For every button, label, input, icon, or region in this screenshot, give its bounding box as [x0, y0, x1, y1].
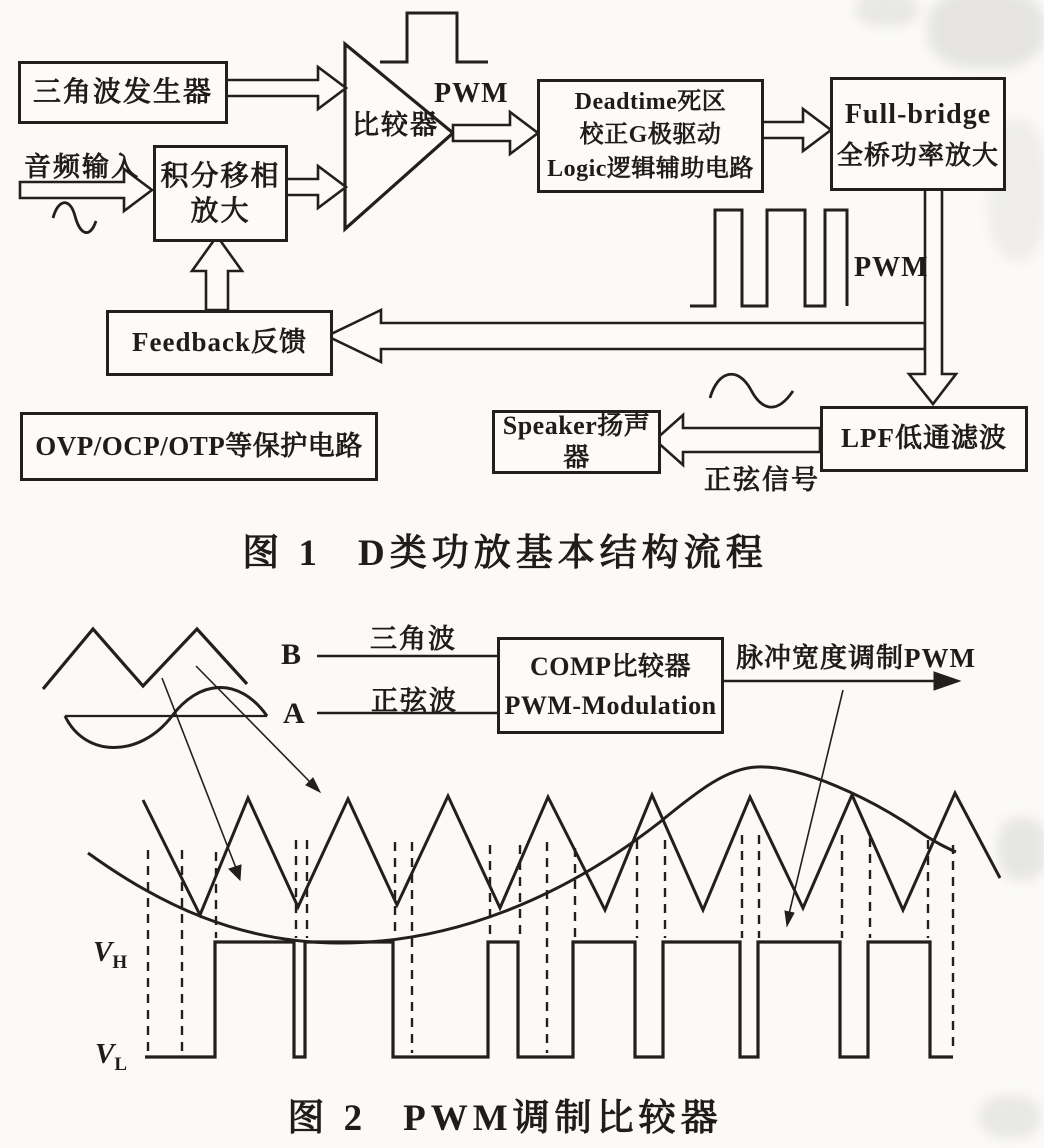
pwm-output-label: 脉冲宽度调制PWM [736, 643, 976, 673]
sketch-triangle-wave [43, 629, 247, 689]
pwm-output-wave [145, 942, 953, 1057]
vh-symbol: V [93, 936, 113, 968]
figure2-caption [0, 1087, 1010, 1141]
deadtime-to-fullbridge-arrow [758, 109, 831, 151]
sine-signal-label: 正弦信号 [704, 465, 820, 495]
vl-level-label [95, 1038, 127, 1076]
port-a-label: A [283, 697, 307, 730]
carrier-triangle-wave [143, 793, 1000, 915]
deadtime-label-line1: Deadtime死区 [574, 88, 727, 115]
annotation-arrowhead-pwm [785, 911, 794, 926]
vh-subscript: H [112, 951, 128, 973]
feedback-label: Feedback反馈 [132, 327, 307, 358]
integrator-to-comparator-arrow [282, 166, 346, 208]
speaker-label: Speaker扬声器 [502, 410, 651, 472]
figure2-caption-number: 图 2 [287, 1098, 368, 1139]
feedback-box [106, 310, 333, 376]
annotation-arrow-sine [162, 678, 236, 868]
protection-box [20, 412, 378, 481]
port-b-label: B [281, 638, 304, 671]
pwm-pulse-train [690, 210, 847, 306]
triangle-generator-label: 三角波发生器 [32, 77, 213, 108]
pulse-glyph [380, 13, 488, 62]
pwm-comparator-label: PWM [434, 78, 509, 109]
dashed-crossing-lines [148, 835, 953, 1053]
integrator-label-line2: 放大 [190, 195, 251, 227]
integrator-box [153, 145, 288, 242]
annotation-arrowhead-sine [229, 865, 241, 880]
lpf-output-sine-icon [710, 374, 793, 407]
deadtime-box [537, 79, 764, 193]
fullbridge-box [830, 77, 1006, 191]
comp-box-label-line2: PWM-Modulation [504, 690, 717, 720]
vl-subscript: L [114, 1053, 128, 1075]
comp-box-label-line1: COMP比较器 [530, 651, 691, 681]
audio-input-label: 音频输入 [24, 152, 140, 182]
integrator-label-line1: 积分移相 [160, 160, 281, 192]
deadtime-label-line3: Logic逻辑辅助电路 [547, 155, 754, 182]
triangle-generator-box [18, 61, 228, 124]
figure2-caption-title: PWM调制比较器 [403, 1098, 723, 1139]
pwm-bridge-label: PWM [854, 252, 929, 283]
feedback-to-integrator-arrow [192, 236, 242, 310]
deadtime-label-line2: 校正G极驱动 [579, 122, 722, 149]
vh-level-label [93, 936, 127, 974]
fullbridge-label-line1: Full-bridge [844, 98, 992, 130]
feedback-return-arrow [327, 310, 925, 362]
lpf-box [820, 406, 1028, 472]
trianglegen-to-comparator-arrow [222, 67, 346, 109]
vl-symbol: V [95, 1038, 115, 1070]
comparator-to-deadtime-arrow [453, 112, 538, 154]
figure1-caption-number: 图 1 [242, 533, 322, 574]
speaker-box [492, 410, 661, 474]
protection-label: OVP/OCP/OTP等保护电路 [35, 430, 363, 461]
figure1-caption-title: D类功放基本结构流程 [358, 533, 768, 574]
comparator-label: 比较器 [352, 110, 439, 140]
fullbridge-to-lpf-arrow [909, 186, 956, 404]
triangle-wave-input-label: 三角波 [370, 624, 457, 654]
comp-modulator-box [497, 637, 724, 734]
figure1-caption [0, 522, 1010, 576]
fullbridge-label-line2: 全桥功率放大 [836, 140, 999, 170]
audio-input-sine-icon [53, 203, 96, 233]
sine-wave-input-label: 正弦波 [371, 686, 458, 716]
lpf-label: LPF低通滤波 [841, 423, 1007, 454]
sketch-sine-wave [65, 687, 267, 747]
